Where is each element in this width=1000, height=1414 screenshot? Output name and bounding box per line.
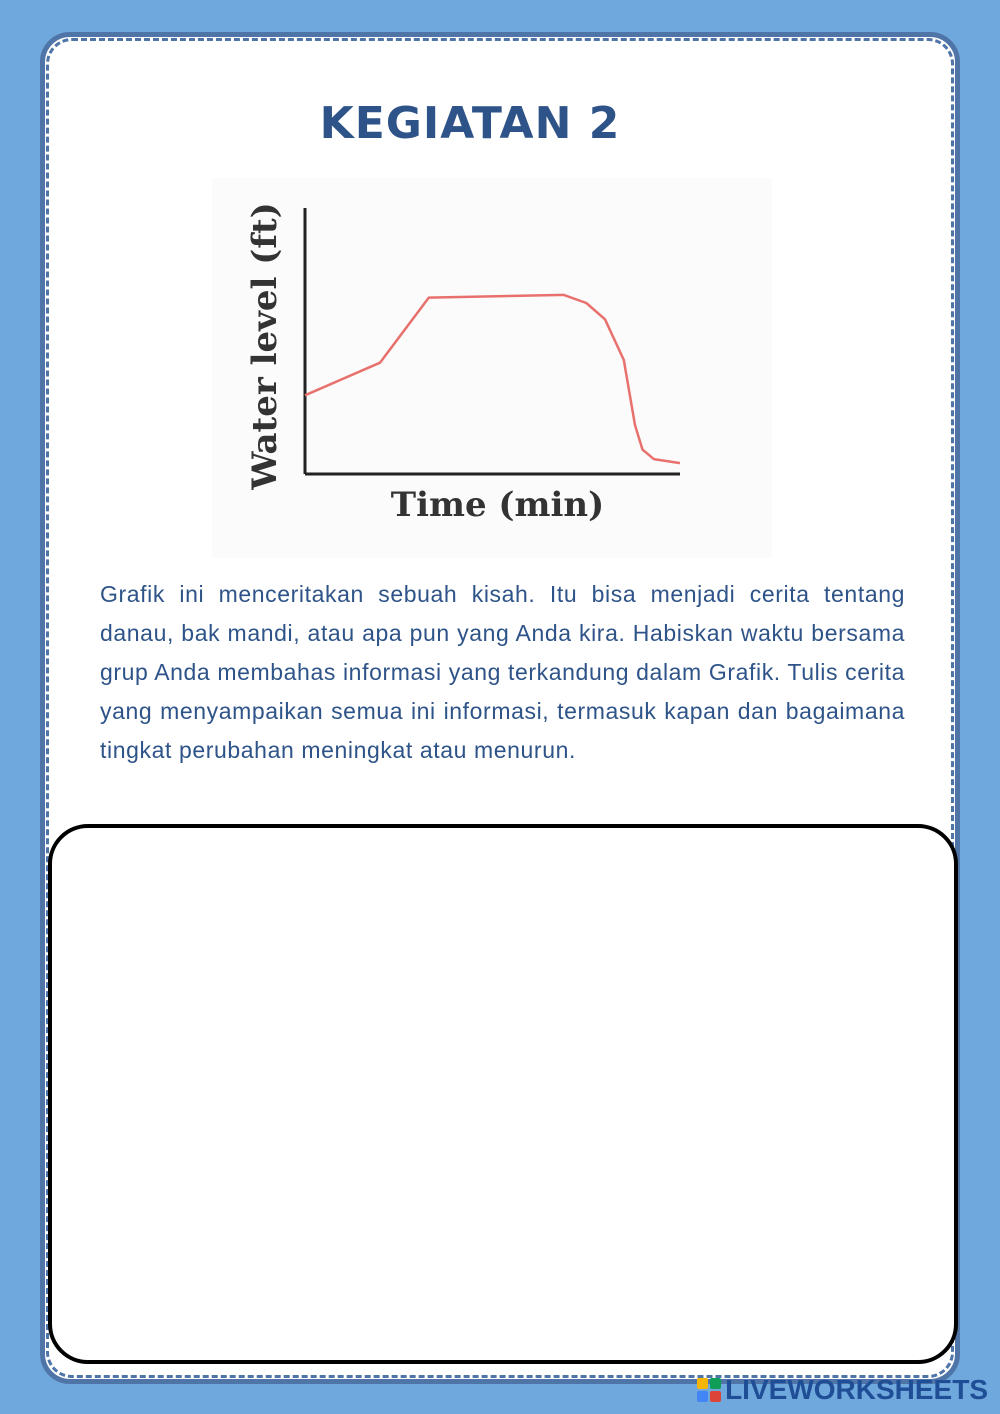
chart-x-axis-label: Time (min) [390, 485, 605, 525]
water-level-chart [212, 178, 772, 558]
page-title: KEGIATAN 2 [319, 98, 621, 149]
liveworksheets-logo-icon [697, 1378, 721, 1402]
liveworksheets-watermark [697, 1374, 988, 1406]
answer-writing-box[interactable] [48, 824, 958, 1364]
chart-y-axis-label: Water level (ft) [245, 202, 285, 490]
instructions-paragraph: Grafik ini menceritakan sebuah kisah. Itu bisa menjadi cerita tentang danau, bak mandi, atau apa pun yang Anda kira. Habiskan waktu bersama grup Anda membahas informasi yang terkandung dalam Grafik. Tulis cerita yang menyampaikan semua ini informasi, termasuk kapan dan bagaimana tingkat perubahan meningkat atau menurun. [100, 581, 905, 763]
logo-tile-3 [697, 1391, 708, 1402]
chart-svg [212, 178, 772, 558]
logo-tile-4 [710, 1391, 721, 1402]
logo-tile-1 [697, 1378, 708, 1389]
chart-series-line [305, 295, 680, 463]
watermark-text: LIVEWORKSHEETS [725, 1374, 988, 1405]
logo-tile-2 [710, 1378, 721, 1389]
